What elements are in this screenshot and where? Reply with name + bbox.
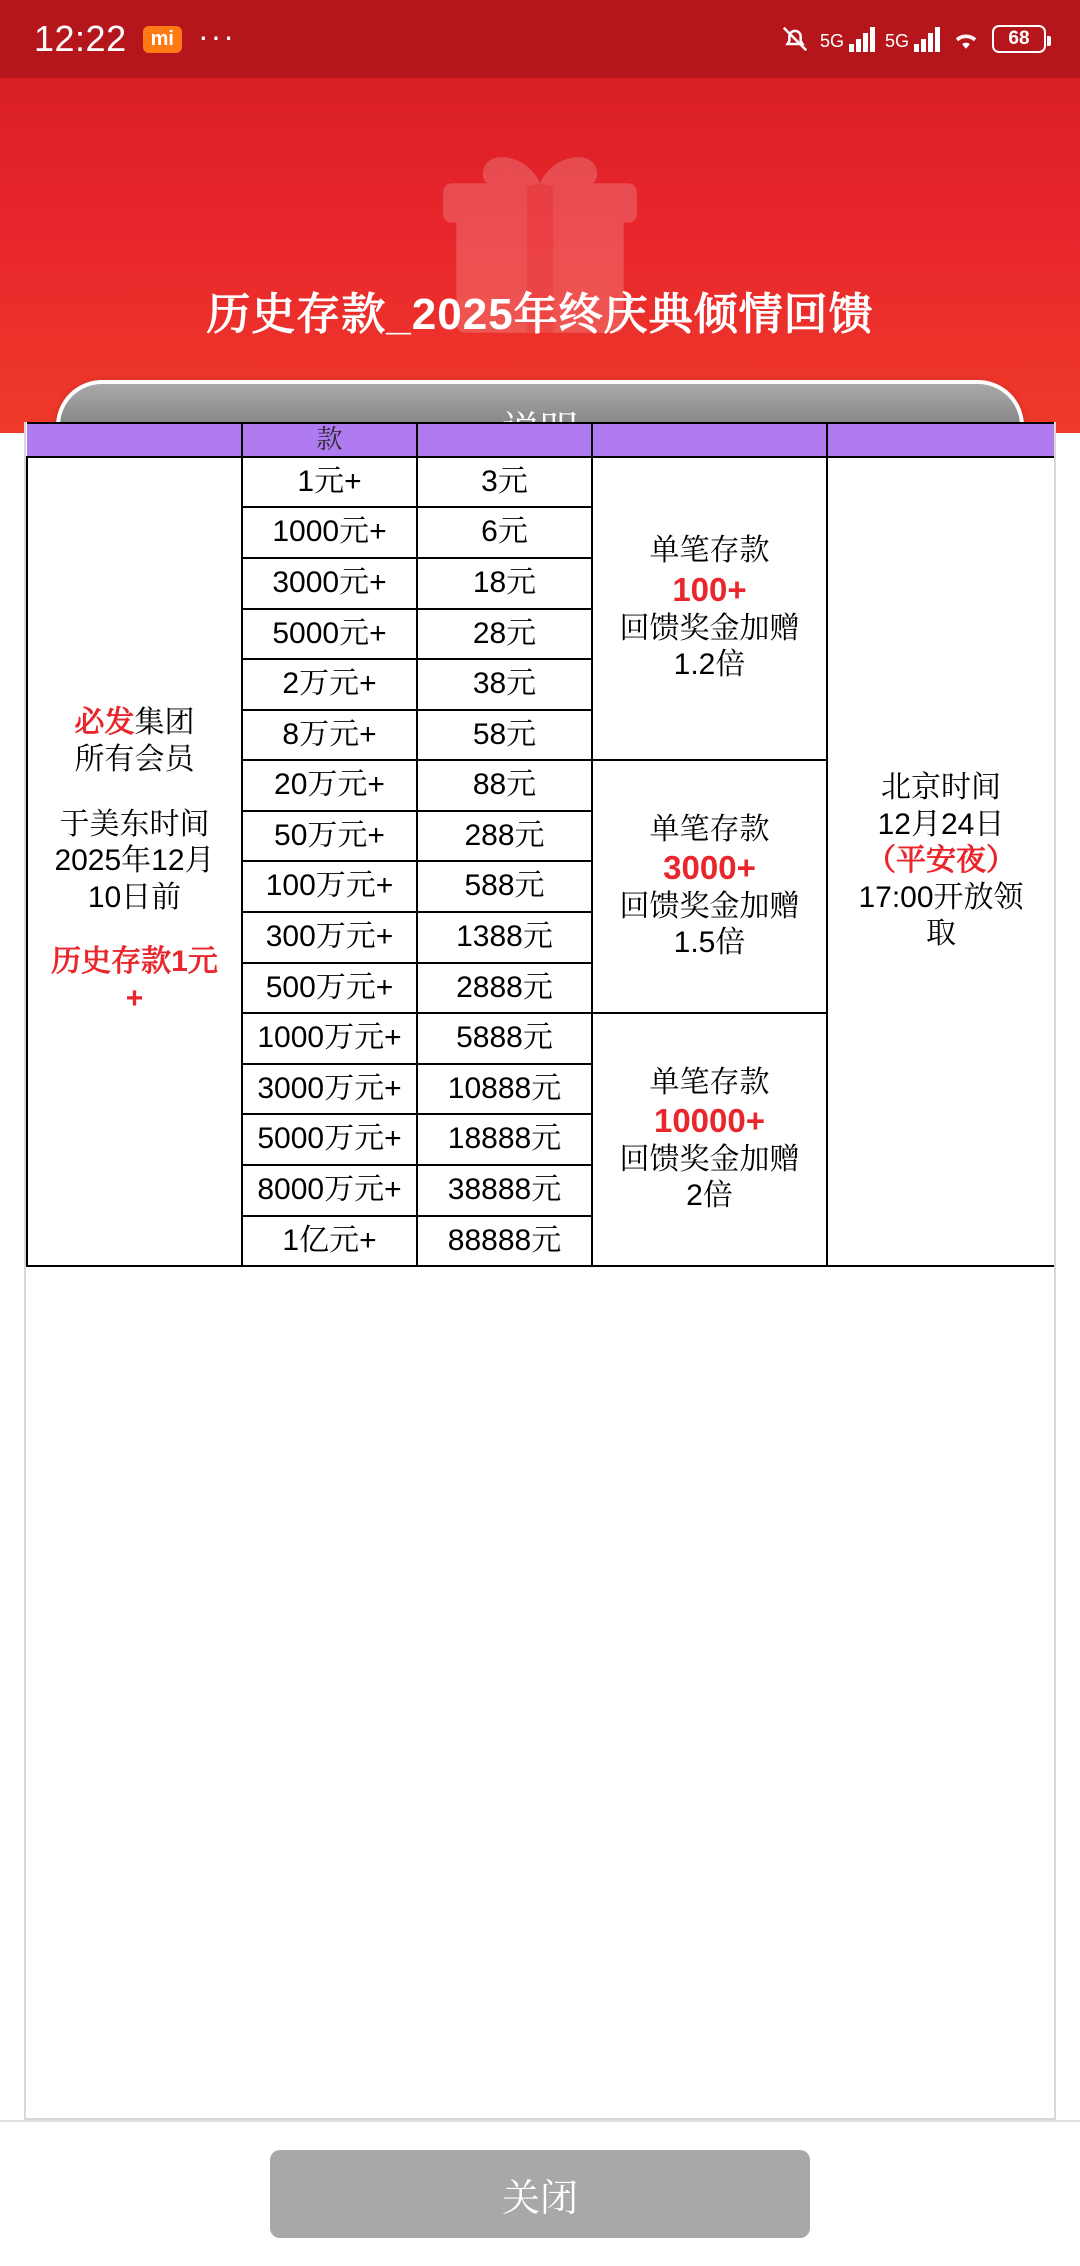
bonus-suffix1-3: 回馈奖金加赠 [619, 1142, 800, 1176]
table-header-row [27, 423, 1055, 457]
eligibility-line2: 所有会员 [74, 742, 195, 776]
tier-reward: 58元 [417, 710, 592, 761]
tier-reward: 588元 [417, 861, 592, 912]
tier-amount: 1000万元+ [242, 1013, 417, 1064]
rules-card [24, 422, 1056, 2120]
tier-amount: 20万元+ [242, 760, 417, 811]
eligibility-line1: 必发 [74, 706, 135, 740]
status-bar-left [34, 18, 236, 60]
tier-reward: 1388元 [417, 912, 592, 963]
tier-reward: 38888元 [417, 1165, 592, 1216]
header-cell-reward [417, 423, 592, 457]
open-time-line1: 北京时间 [881, 770, 1001, 804]
battery-icon: 68 [992, 25, 1046, 53]
eligibility-line1b: 集团 [134, 706, 195, 740]
tier-reward: 288元 [417, 811, 592, 862]
tier-reward: 18888元 [417, 1114, 592, 1165]
bonus-prefix-3: 单笔存款 [649, 1065, 770, 1099]
tier-amount: 300万元+ [242, 912, 417, 963]
tier-amount: 5000万元+ [242, 1114, 417, 1165]
open-time-line2: 12月24日 [877, 807, 1005, 841]
eligibility-line6: 历史存款1元 [51, 945, 218, 979]
open-time-line4: 17:00开放领 [858, 880, 1024, 914]
footer-bar [0, 2120, 1080, 2266]
bonus-cell-1 [592, 457, 827, 761]
bonus-suffix1-1: 回馈奖金加赠 [619, 611, 800, 645]
tier-amount: 8万元+ [242, 710, 417, 761]
status-bar-right [780, 24, 1046, 54]
mi-logo-icon: mi [143, 26, 182, 53]
bonus-prefix-1: 单笔存款 [649, 534, 770, 568]
page-title: 历史存款_2025年终庆典倾情回馈 [206, 290, 874, 339]
tier-amount: 8000万元+ [242, 1165, 417, 1216]
tier-amount: 1000元+ [242, 507, 417, 558]
eligibility-line7: + [125, 981, 144, 1015]
tier-reward: 10888元 [417, 1064, 592, 1115]
network-type-label-2: 5G [884, 31, 909, 51]
table-row [27, 457, 1055, 508]
open-time-line3: （平安夜） [866, 844, 1016, 878]
header-cell-blank-1 [27, 423, 242, 457]
rewards-table [26, 422, 1056, 1267]
signal-icon-2 [885, 26, 940, 52]
bonus-cell-3 [592, 1013, 827, 1266]
open-time-cell [827, 457, 1055, 1267]
tier-reward: 28元 [417, 609, 592, 660]
eligibility-line3: 于美东时间 [59, 807, 210, 841]
mute-bell-icon [780, 24, 810, 54]
tier-amount: 50万元+ [242, 811, 417, 862]
open-time-line5: 取 [926, 917, 956, 951]
wifi-icon [950, 26, 982, 52]
clock: 12:22 [34, 18, 127, 59]
tier-reward: 88888元 [417, 1216, 592, 1267]
bonus-suffix2-3: 2倍 [686, 1179, 733, 1213]
status-bar [0, 0, 1080, 78]
header-cell-bonus [592, 423, 827, 457]
tier-reward: 38元 [417, 659, 592, 710]
tier-reward: 88元 [417, 760, 592, 811]
tier-amount: 500万元+ [242, 963, 417, 1014]
bonus-cell-2 [592, 760, 827, 1013]
close-button[interactable]: 关闭 [270, 2150, 810, 2238]
tier-amount: 1亿元+ [242, 1216, 417, 1267]
network-type-label-1: 5G [819, 31, 844, 51]
signal-icon-1 [820, 26, 875, 52]
tier-reward: 3元 [417, 457, 592, 508]
tier-reward: 2888元 [417, 963, 592, 1014]
bonus-suffix2-1: 1.2倍 [673, 648, 746, 682]
bonus-amount-1: 100+ [672, 570, 747, 608]
tier-amount: 100万元+ [242, 861, 417, 912]
bonus-amount-2: 3000+ [663, 849, 756, 887]
overflow-dots-icon: ··· [197, 18, 236, 54]
tier-reward: 5888元 [417, 1013, 592, 1064]
tier-reward: 6元 [417, 507, 592, 558]
tier-reward: 18元 [417, 558, 592, 609]
eligibility-cell [27, 457, 242, 1267]
promo-header [0, 78, 1080, 433]
header-cell-deposit: 款 [242, 423, 417, 457]
eligibility-line5: 10日前 [87, 880, 182, 914]
tier-amount: 1元+ [242, 457, 417, 508]
header-cell-time [827, 423, 1055, 457]
tier-amount: 2万元+ [242, 659, 417, 710]
bonus-suffix2-2: 1.5倍 [673, 926, 746, 960]
bonus-amount-3: 10000+ [653, 1102, 766, 1140]
bonus-suffix1-2: 回馈奖金加赠 [619, 889, 800, 923]
eligibility-line4: 2025年12月 [54, 844, 215, 878]
tier-amount: 3000元+ [242, 558, 417, 609]
tier-amount: 3000万元+ [242, 1064, 417, 1115]
bonus-prefix-2: 单笔存款 [649, 812, 770, 846]
tier-amount: 5000元+ [242, 609, 417, 660]
